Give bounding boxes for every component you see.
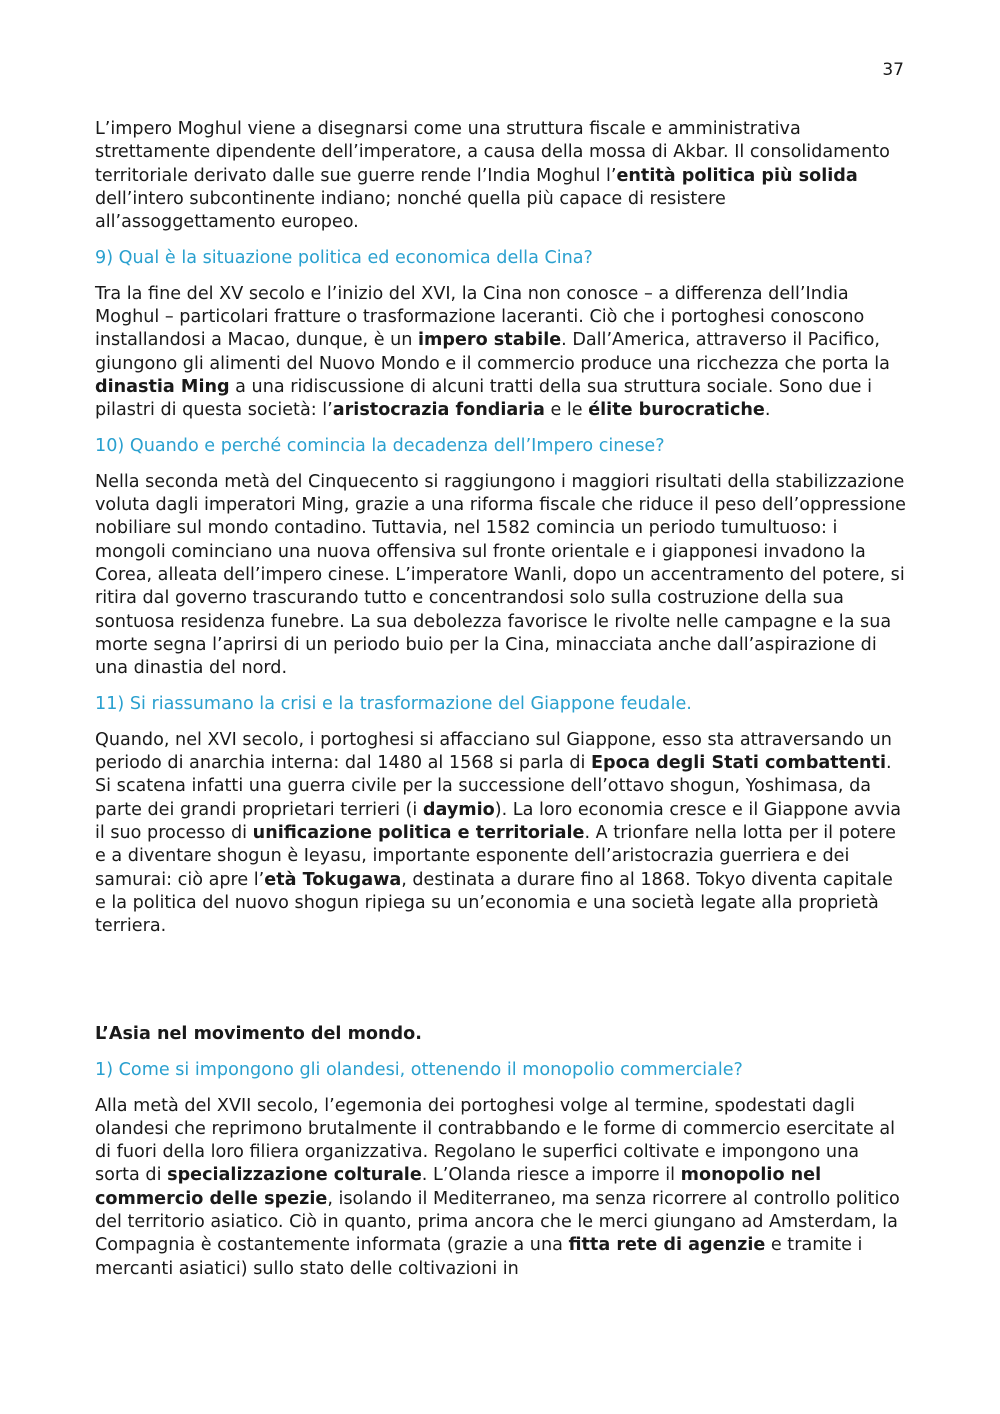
section-title: L’Asia nel movimento del mondo. [95, 1024, 422, 1044]
section-spacer [95, 951, 907, 1023]
bold-term: monopolio nel commercio delle spezie [95, 1165, 822, 1209]
bold-term: Epoca degli Stati combattenti [591, 753, 887, 774]
bold-term: fitta rete di agenzie [568, 1235, 766, 1256]
page-content [95, 118, 907, 1293]
bold-term: élite burocratiche [588, 400, 765, 421]
paragraph-moghul-empire: L’impero Moghul viene a disegnarsi come una struttura fiscale e amministrativa strettamente dipendente dell’imperatore, a causa della mossa di Akbar. Il consolidamento territoriale derivato dalle sue guerre rende l’India Moghul l’entità politica più solida dell’intero subcontinente indiano; nonché quella più capace di resistere all’assoggettamento europeo. [95, 119, 890, 233]
paragraph-china-decline: Nella seconda metà del Cinquecento si raggiungono i maggiori risultati della stabilizzazione voluta dagli imperatori Ming, grazie a una riforma fiscale che riduce il peso dell’oppressione nobiliare sul mondo contadino. Tuttavia, nel 1582 comincia un periodo tumultuoso: i mongoli cominciano una nuova offensiva sul fronte orientale e i giapponesi invadono la Corea, alleata dell’impero cinese. L’imperatore Wanli, dopo un accentramento del potere, si ritira dal governo trascurando tutto e concentrandosi solo sulla costruzione della sua sontuosa residenza funebre. La sua debolezza favorisce le rivolte nelle campagne e la sua morte segna l’aprirsi di un periodo buio per la Cina, minacciata anche dall’aspirazione di una dinastia del nord. [95, 471, 906, 679]
bold-term: entità politica più solida [616, 165, 858, 186]
bold-term: impero stabile [418, 330, 562, 351]
question-11: 11) Si riassumano la crisi e la trasformazione del Giappone feudale. [95, 694, 692, 715]
question-1: 1) Come si impongono gli olandesi, ottenendo il monopolio commerciale? [95, 1059, 743, 1080]
paragraph-china-situation: Tra la fine del XV secolo e l’inizio del XVI, la Cina non conosce – a differenza dell’India Moghul – particolari fratture o trasformazione laceranti. Ciò che i portoghesi conoscono installandosi a Macao, dunque, è un impero stabile. Dall’America, attraverso il Pacifico, giungono gli alimenti del Nuovo Mondo e il commercio produce una ricchezza che porta la dinastia Ming a una ridiscussione di alcuni tratti della sua struttura sociale. Sono due i pilastri di questa società: l’aristocrazia fondiaria e le élite burocratiche. [95, 283, 890, 421]
bold-term: specializzazione colturale [167, 1165, 422, 1186]
page-number: 37 [882, 60, 904, 80]
bold-term: aristocrazia fondiaria [332, 400, 545, 421]
paragraph-dutch-monopoly: Alla metà del XVII secolo, l’egemonia dei portoghesi volge al termine, spodestati dagli olandesi che reprimono brutalmente il contrabbando e le forme di commercio esercitate al di fuori della loro filiera organizzativa. Regolano le superfici coltivate e impongono una sorta di specializzazione colturale. L’Olanda riesce a imporre il monopolio nel commercio delle spezie, isolando il Mediterraneo, ma senza ricorrere al controllo politico del territorio asiatico. Ciò in quanto, prima ancora che le merci giungano ad Amsterdam, la Compagnia è costantemente informata (grazie a una fitta rete di agenzie e tramite i mercanti asiatici) sullo stato delle coltivazioni in [95, 1095, 900, 1279]
question-9: 9) Qual è la situazione politica ed economica della Cina? [95, 247, 593, 268]
question-10: 10) Quando e perché comincia la decadenza dell’Impero cinese? [95, 436, 665, 457]
bold-term: età Tokugawa [264, 869, 402, 890]
bold-term: dinastia Ming [95, 376, 230, 397]
bold-term: unificazione politica e territoriale [252, 823, 585, 844]
bold-term: daymio [422, 799, 495, 820]
paragraph-japan-feudal: Quando, nel XVI secolo, i portoghesi si affacciano sul Giappone, esso sta attraversando un periodo di anarchia interna: dal 1480 al 1568 si parla di Epoca degli Stati combattenti. Si scatena infatti una guerra civile per la successione dell’ottavo shogun, Yoshimasa, da parte dei grandi proprietari terrieri (i daymio). La loro economia cresce e il Giappone avvia il suo processo di unificazione politica e territoriale. A trionfare nella lotta per il potere e a diventare shogun è Ieyasu, importante esponente dell’aristocrazia guerriera e dei samurai: ciò apre l’età Tokugawa, destinata a durare fino al 1868. Tokyo diventa capitale e la politica del nuovo shogun ripiega su un’economia e una società legate alla proprietà terriera. [95, 729, 902, 937]
